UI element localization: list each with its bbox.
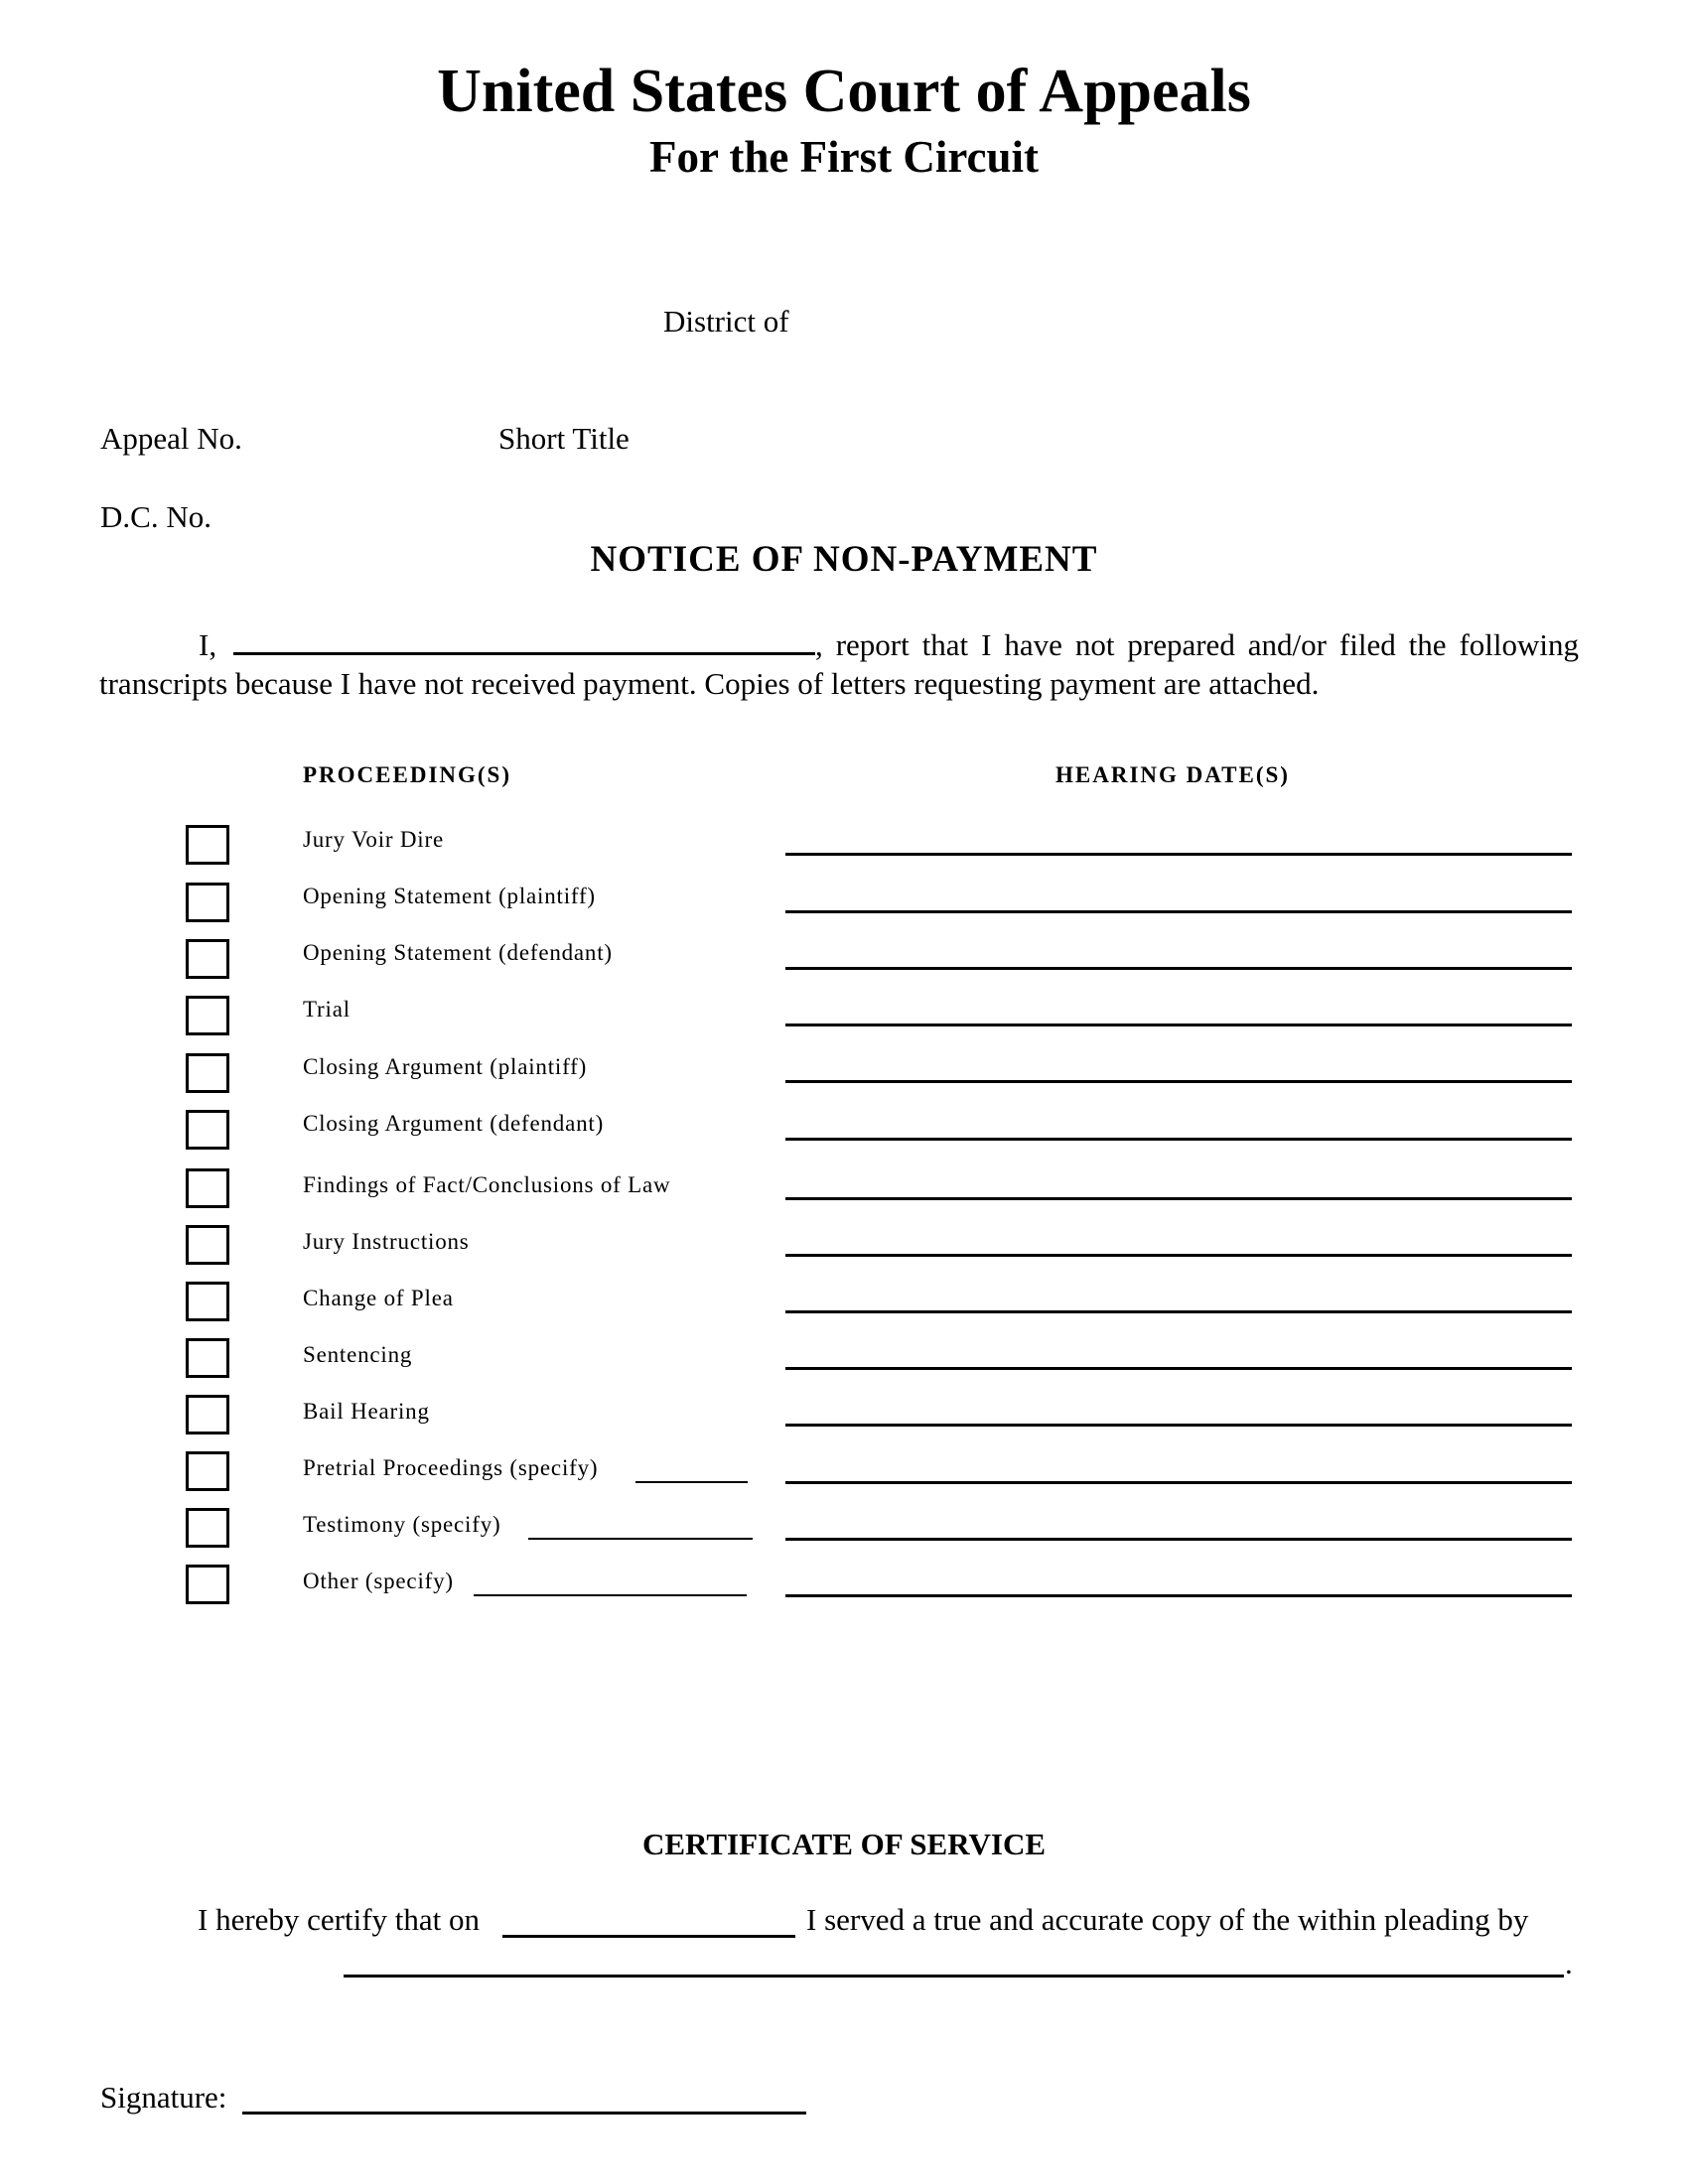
checkbox-opening-statement-plaintiff[interactable]	[186, 883, 229, 922]
proceeding-label: Trial	[303, 997, 351, 1022]
checkbox-closing-argument-plaintiff[interactable]	[186, 1053, 229, 1093]
hearing-date-line[interactable]	[785, 1254, 1572, 1257]
checkbox-jury-instructions[interactable]	[186, 1225, 229, 1265]
notice-title: NOTICE OF NON-PAYMENT	[590, 539, 1098, 580]
pretrial-specify-blank[interactable]	[635, 1481, 748, 1483]
hearing-date-line[interactable]	[785, 1594, 1572, 1597]
court-title: United States Court of Appeals	[437, 58, 1251, 125]
intro-prefix: I,	[199, 627, 217, 662]
proceeding-label: Closing Argument (defendant)	[303, 1111, 605, 1136]
proceeding-label: Opening Statement (defendant)	[303, 940, 613, 965]
proceeding-label: Change of Plea	[303, 1286, 454, 1310]
hearing-date-line[interactable]	[785, 967, 1572, 970]
checkbox-findings-of-fact[interactable]	[186, 1168, 229, 1208]
proceeding-label: Sentencing	[303, 1342, 413, 1367]
other-specify-blank[interactable]	[474, 1594, 747, 1596]
certify-end-period: .	[1565, 1946, 1573, 1980]
checkbox-jury-voir-dire[interactable]	[186, 825, 229, 865]
proceeding-label: Pretrial Proceedings (specify)	[303, 1455, 599, 1480]
intro-suffix: , report that I have not prepared and/or filed the following transcripts because I have not received payment. Copies of letters requesting payment are attached.	[99, 627, 1580, 701]
hearing-dates-column-header: HEARING DATE(S)	[1055, 762, 1290, 787]
hearing-date-line[interactable]	[785, 910, 1572, 913]
proceeding-label: Findings of Fact/Conclusions of Law	[303, 1172, 671, 1197]
hearing-date-line[interactable]	[785, 1310, 1572, 1313]
hearing-date-line[interactable]	[785, 1424, 1572, 1427]
short-title-label: Short Title	[498, 421, 630, 456]
checkbox-opening-statement-defendant[interactable]	[186, 939, 229, 979]
circuit-subtitle: For the First Circuit	[649, 132, 1039, 182]
hearing-date-line[interactable]	[785, 1538, 1572, 1541]
appeal-no-label: Appeal No.	[100, 421, 242, 456]
district-label: District of	[663, 304, 789, 339]
proceeding-label: Testimony (specify)	[303, 1512, 501, 1537]
checkbox-pretrial-proceedings[interactable]	[186, 1451, 229, 1491]
hearing-date-line[interactable]	[785, 1481, 1572, 1484]
signature-blank[interactable]	[242, 2112, 806, 2115]
proceeding-label: Bail Hearing	[303, 1399, 430, 1424]
proceeding-label: Jury Instructions	[303, 1229, 470, 1254]
hearing-date-line[interactable]	[785, 1367, 1572, 1370]
checkbox-bail-hearing[interactable]	[186, 1395, 229, 1434]
proceeding-label: Other (specify)	[303, 1569, 454, 1593]
signature-label: Signature:	[100, 2080, 227, 2115]
testimony-specify-blank[interactable]	[528, 1538, 753, 1540]
checkbox-sentencing[interactable]	[186, 1338, 229, 1378]
hearing-date-line[interactable]	[785, 1197, 1572, 1200]
checkbox-closing-argument-defendant[interactable]	[186, 1110, 229, 1150]
hearing-date-line[interactable]	[785, 1138, 1572, 1141]
checkbox-other[interactable]	[186, 1565, 229, 1604]
proceeding-label: Opening Statement (plaintiff)	[303, 884, 596, 908]
reporter-name-blank[interactable]	[233, 651, 815, 655]
checkbox-testimony[interactable]	[186, 1508, 229, 1548]
certify-prefix: I hereby certify that on	[198, 1902, 481, 1937]
proceedings-column-header: PROCEEDING(S)	[303, 762, 512, 787]
hearing-date-line[interactable]	[785, 1080, 1572, 1083]
proceeding-label: Closing Argument (plaintiff)	[303, 1054, 588, 1079]
hearing-date-line[interactable]	[785, 853, 1572, 856]
dc-no-label: D.C. No.	[100, 499, 211, 534]
hearing-date-line[interactable]	[785, 1024, 1572, 1026]
proceeding-label: Jury Voir Dire	[303, 827, 444, 852]
checkbox-trial[interactable]	[186, 996, 229, 1035]
service-method-blank[interactable]	[344, 1975, 1564, 1978]
service-date-blank[interactable]	[502, 1935, 795, 1938]
notice-paragraph	[99, 625, 1579, 703]
certify-middle: I served a true and accurate copy of the within pleading by	[806, 1902, 1529, 1937]
checkbox-change-of-plea[interactable]	[186, 1282, 229, 1321]
certificate-title: CERTIFICATE OF SERVICE	[641, 1827, 1047, 1861]
